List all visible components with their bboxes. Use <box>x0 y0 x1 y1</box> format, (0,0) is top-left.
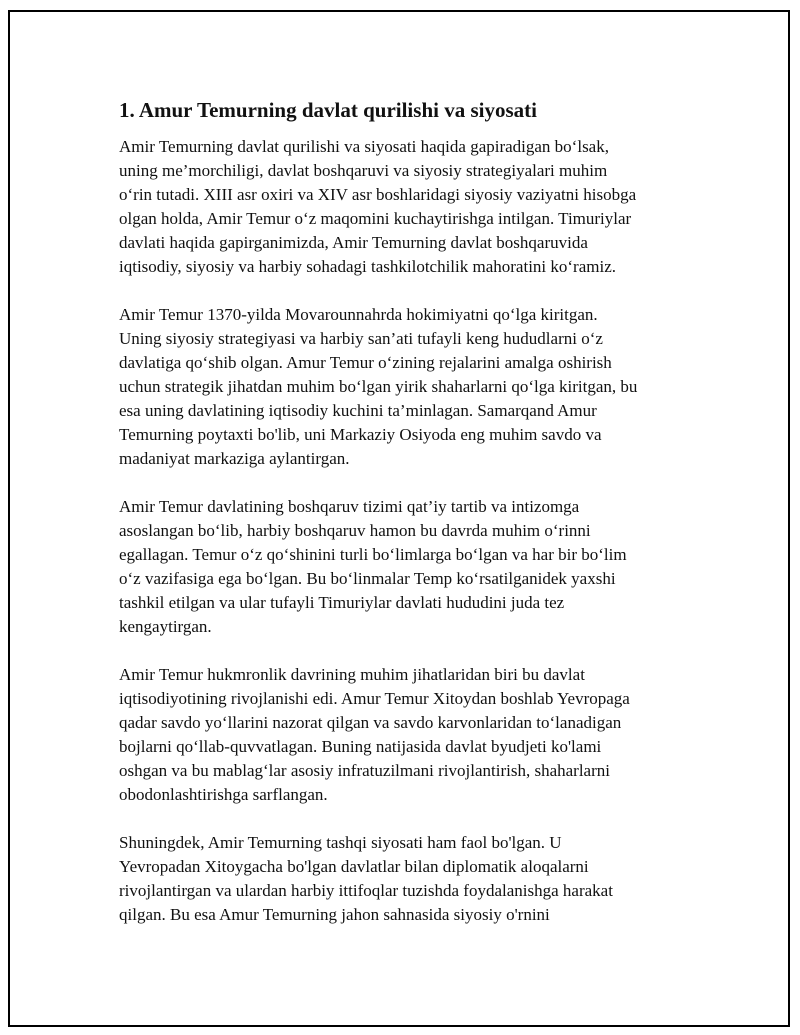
paragraph-line: oshgan va bu mablag‘lar asosiy infratuzilmani rivojlantirish, shaharlarni <box>119 761 610 780</box>
paragraph-line: olgan holda, Amir Temur o‘z maqomini kuchaytirishga intilgan. Timuriylar <box>119 209 632 228</box>
paragraph-1 <box>119 135 709 279</box>
section-heading: 1. Amur Temurning davlat qurilishi va siyosati <box>119 98 537 122</box>
paragraph-line: Amir Temur hukmronlik davrining muhim jihatlaridan biri bu davlat <box>119 665 585 684</box>
paragraph-5 <box>119 831 709 927</box>
paragraph-4 <box>119 663 709 807</box>
paragraph-line: esa uning davlatining iqtisodiy kuchini ta’minlagan. Samarqand Amur <box>119 401 597 420</box>
paragraph-line: obodonlashtirishga sarflangan. <box>119 785 328 804</box>
paragraph-line: uning me’morchiligi, davlat boshqaruvi va siyosiy strategiyalari muhim <box>119 161 608 180</box>
paragraph-line: madaniyat markaziga aylantirgan. <box>119 449 350 468</box>
paragraph-line: Amir Temur 1370-yilda Movarounnahrda hokimiyatni qo‘lga kiritgan. <box>119 305 598 324</box>
paragraph-line: davlatiga qo‘shib olgan. Amur Temur o‘zining rejalarini amalga oshirish <box>119 353 612 372</box>
paragraph-line: iqtisodiy, siyosiy va harbiy sohadagi tashkilotchilik mahoratini ko‘ramiz. <box>119 257 617 276</box>
paragraph-line: iqtisodiyotining rivojlanishi edi. Amur Temur Xitoydan boshlab Yevropaga <box>119 689 630 708</box>
document-content <box>119 95 709 951</box>
paragraph-line: Yevropadan Xitoygacha bo'lgan davlatlar bilan diplomatik aloqalarni <box>119 857 589 876</box>
paragraph-line: Temurning poytaxti bo'lib, uni Markaziy Osiyoda eng muhim savdo va <box>119 425 602 444</box>
document-page <box>8 10 790 1027</box>
paragraph-line: bojlarni qo‘llab-quvvatlagan. Buning natijasida davlat byudjeti ko'lami <box>119 737 602 756</box>
paragraph-line: qadar savdo yo‘llarini nazorat qilgan va savdo karvonlaridan to‘lanadigan <box>119 713 622 732</box>
paragraph-line: kengaytirgan. <box>119 617 212 636</box>
paragraph-line: Shuningdek, Amir Temurning tashqi siyosati ham faol bo'lgan. U <box>119 833 562 852</box>
paragraph-line: davlati haqida gapirganimizda, Amir Temurning davlat boshqaruvida <box>119 233 588 252</box>
paragraph-line: rivojlantirgan va ulardan harbiy ittifoqlar tuzishda foydalanishga harakat <box>119 881 613 900</box>
paragraph-line: o‘z vazifasiga ega bo‘lgan. Bu bo‘linmalar Temp ko‘rsatilganidek yaxshi <box>119 569 616 588</box>
paragraph-3 <box>119 495 709 639</box>
paragraph-line: egallagan. Temur o‘z qo‘shinini turli bo‘limlarga bo‘lgan va har bir bo‘lim <box>119 545 627 564</box>
paragraph-line: uchun strategik jihatdan muhim bo‘lgan yirik shaharlarni qo‘lga kiritgan, bu <box>119 377 638 396</box>
paragraph-line: Amir Temurning davlat qurilishi va siyosati haqida gapiradigan bo‘lsak, <box>119 137 609 156</box>
paragraph-line: qilgan. Bu esa Amur Temurning jahon sahnasida siyosiy o'rnini <box>119 905 550 924</box>
paragraph-line: asoslangan bo‘lib, harbiy boshqaruv hamon bu davrda muhim o‘rinni <box>119 521 591 540</box>
paragraph-line: tashkil etilgan va ular tufayli Timuriylar davlati hududini juda tez <box>119 593 565 612</box>
paragraph-line: Uning siyosiy strategiyasi va harbiy san’ati tufayli keng hududlarni o‘z <box>119 329 603 348</box>
paragraph-line: o‘rin tutadi. XIII asr oxiri va XIV asr boshlaridagi siyosiy vaziyatni hisobga <box>119 185 637 204</box>
paragraph-line: Amir Temur davlatining boshqaruv tizimi qat’iy tartib va intizomga <box>119 497 580 516</box>
paragraph-2 <box>119 303 709 471</box>
